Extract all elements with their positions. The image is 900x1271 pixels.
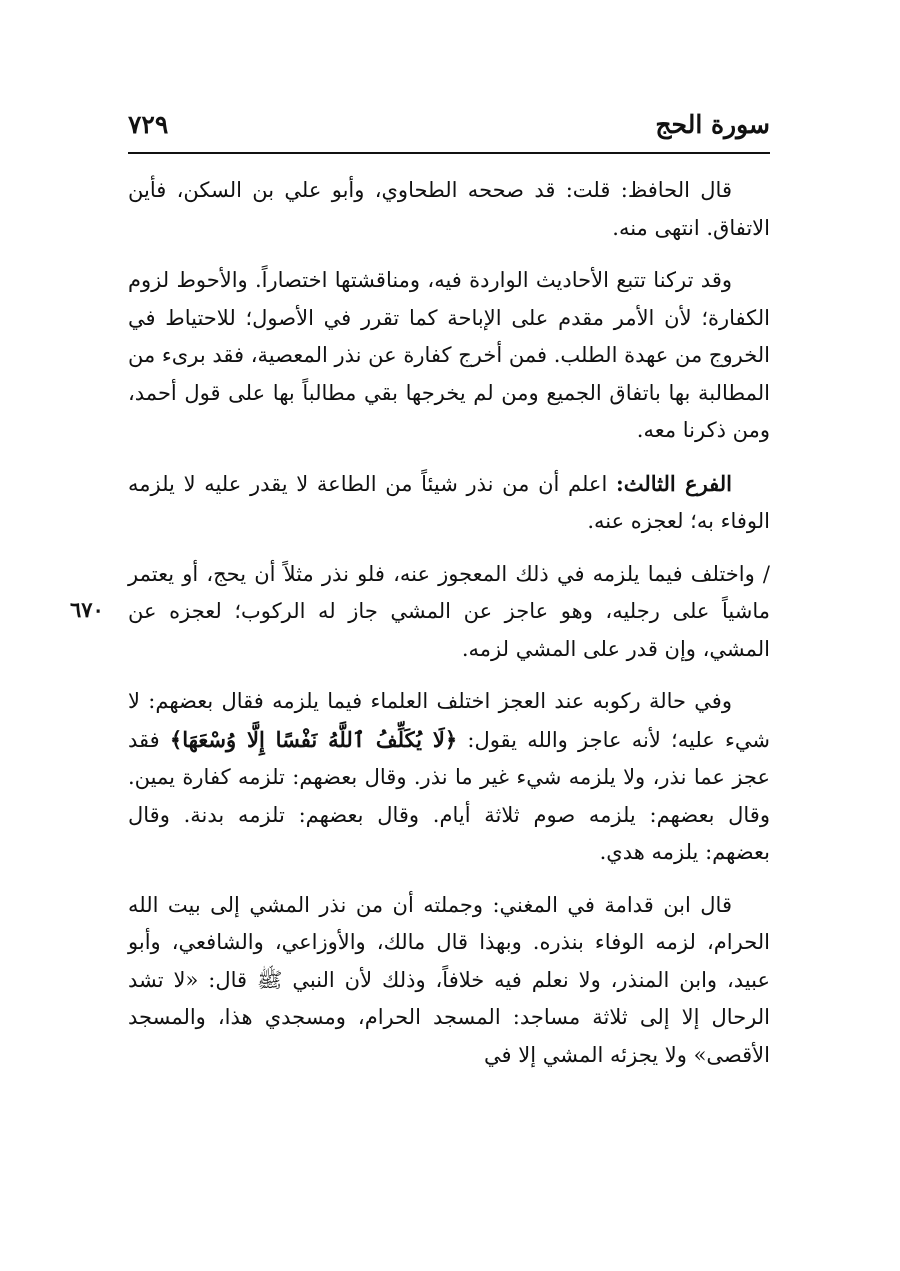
paragraph-4 <box>128 556 770 669</box>
paragraph-1: قال الحافظ: قلت: قد صححه الطحاوي، وأبو علي بن السكن، فأين الاتفاق. انتهى منه. <box>128 178 770 240</box>
paragraph-5-text-b: فقد عجز عما نذر، ولا يلزمه شيء غير ما نذر. وقال بعضهم: تلزمه كفارة يمين. وقال بعضهم: يلزمه صوم ثلاثة أيام. وقال بعضهم: تلزمه بدنة. وقال بعضهم: يلزمه هدي. <box>128 727 770 864</box>
paragraph-3 <box>128 465 770 541</box>
section-heading: الفرع الثالث: <box>615 470 733 496</box>
header-rule <box>128 152 770 154</box>
paragraph-4-text: واختلف فيما يلزمه في ذلك المعجوز عنه، فلو نذر مثلاً أن يحج، أو يعتمر ماشياً على رجليه، وهو عاجز عن المشي جاز له الركوب؛ لعجزه عن المشي، وإن قدر على المشي لزمه. <box>128 561 770 661</box>
header-title: سورة الحج <box>655 110 770 139</box>
paragraph-3-text: اعلم أن من نذر شيئاً من الطاعة لا يقدر عليه لا يلزمه الوفاء به؛ لعجزه عنه. <box>128 471 770 533</box>
paragraph-6: قال ابن قدامة في المغني: وجملته أن من نذر المشي إلى بيت الله الحرام، لزمه الوفاء بنذره. وبهذا قال مالك، والأوزاعي، والشافعي، وأبو عبيد، وابن المنذر، ولا نعلم فيه خلافاً، وذلك لأن النبي ﷺ قال: «لا تشد الرحال إلا إلى ثلاثة مساجد: المسجد الحرام، ومسجدي هذا، والمسجد الأقصى» ولا يجزئه المشي إلا في <box>128 892 770 1067</box>
page-break-mark: / <box>754 561 770 586</box>
paragraph-5-text-a: وفي حالة ركوبه عند العجز اختلف العلماء فيما يلزمه فقال بعضهم: لا شيء عليه؛ لأنه عاجز والله يقول: <box>128 689 770 752</box>
margin-page-reference: ٦٧٠ <box>70 597 104 622</box>
paragraph-5 <box>128 683 770 872</box>
page-number: ٧٢٩ <box>128 110 169 139</box>
paragraph-2: وقد تركنا تتبع الأحاديث الواردة فيه، ومناقشتها اختصاراً. والأحوط لزوم الكفارة؛ لأن الأمر مقدم على الإباحة كما تقرر في الأصول؛ للاحتياط في الخروج من عهدة الطلب. فمن أخرج كفارة عن نذر المعصية، فقد برىء من المطالبة بها باتفاق الجميع ومن لم يخرجها بقي مطالباً بها على قول أحمد، ومن ذكرنا معه. <box>128 268 770 442</box>
main-text <box>128 172 770 1089</box>
quran-verse: ﴿لَا يُكَلِّفُ ٱللَّهُ نَفْسًا إِلَّا وُسْعَهَا﴾ <box>169 726 458 752</box>
running-header <box>128 108 770 152</box>
